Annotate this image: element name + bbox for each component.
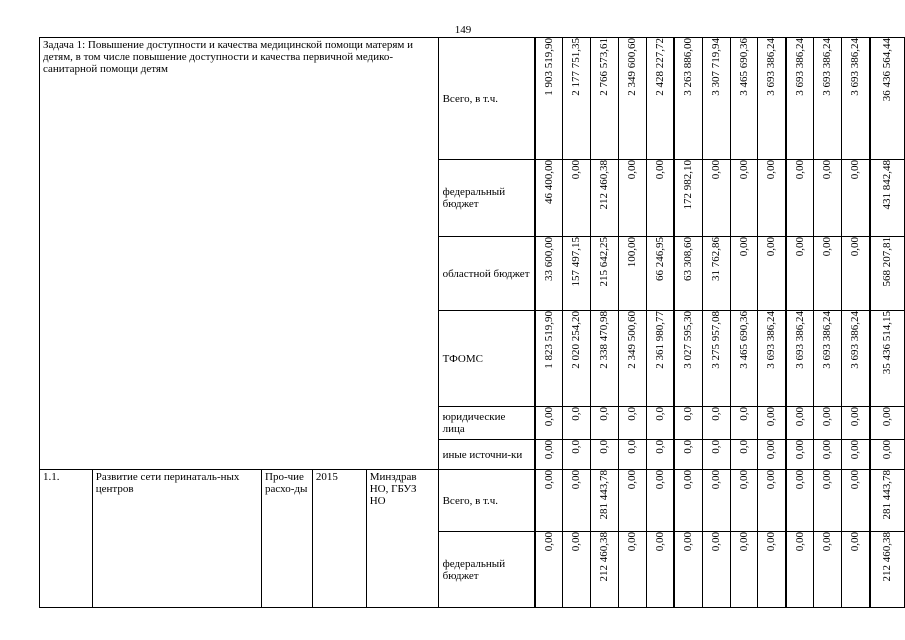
- value-cell: [619, 311, 647, 407]
- value-cell: [535, 237, 563, 311]
- value-text: 0,00: [880, 440, 893, 460]
- funding-source: иные источни-ки: [438, 440, 535, 470]
- value-cell: [758, 311, 786, 407]
- value-text: 0,00: [765, 160, 778, 180]
- value-cell: [842, 237, 870, 311]
- value-text: 0,00: [848, 237, 861, 257]
- value-text: 0,00: [848, 160, 861, 180]
- item-expense-type: Про-чие расхо-ды: [262, 470, 313, 608]
- value-text: 3 275 957,08: [709, 311, 722, 369]
- value-cell: [646, 160, 674, 237]
- value-text: 0,00: [653, 470, 666, 490]
- value-cell: [674, 311, 702, 407]
- value-cell: [674, 160, 702, 237]
- value-text: 0,0: [598, 407, 611, 421]
- value-cell: [786, 440, 814, 470]
- value-text: 2 349 600,60: [625, 38, 638, 96]
- value-text: 0,00: [737, 532, 750, 552]
- value-text: 3 307 719,94: [709, 38, 722, 96]
- item-executor: Минздрав НО, ГБУЗ НО: [366, 470, 438, 608]
- value-text: 0,00: [737, 237, 750, 257]
- value-text: 3 693 386,24: [848, 311, 861, 369]
- value-text: 0,00: [821, 470, 834, 490]
- value-text: 0,00: [709, 532, 722, 552]
- value-text: 0,00: [542, 440, 555, 460]
- value-cell: [563, 38, 591, 160]
- value-text: 3 693 386,24: [793, 311, 806, 369]
- value-text: 3 693 386,24: [765, 311, 778, 369]
- value-text: 0,00: [821, 407, 834, 427]
- value-cell: [758, 160, 786, 237]
- value-text: 100,00: [625, 237, 638, 268]
- value-text: 157 497,15: [570, 237, 583, 287]
- value-text: 281 443,78: [598, 470, 611, 520]
- funding-source: Всего, в т.ч.: [438, 38, 535, 160]
- value-cell: [563, 311, 591, 407]
- value-text: 0,00: [793, 440, 806, 460]
- value-cell: [591, 407, 619, 440]
- value-cell: [870, 311, 905, 407]
- value-cell: [814, 532, 842, 608]
- value-cell: [702, 38, 730, 160]
- value-cell: [730, 237, 758, 311]
- funding-source: областной бюджет: [438, 237, 535, 311]
- value-text: 0,00: [848, 470, 861, 490]
- value-cell: [563, 532, 591, 608]
- value-cell: [702, 440, 730, 470]
- value-cell: [563, 160, 591, 237]
- value-text: 0,0: [709, 440, 722, 454]
- value-text: 568 207,81: [880, 237, 893, 287]
- value-cell: [786, 407, 814, 440]
- value-cell: [758, 440, 786, 470]
- value-text: 2 361 980,77: [653, 311, 666, 369]
- value-cell: [535, 440, 563, 470]
- value-text: 0,00: [570, 532, 583, 552]
- value-text: 0,0: [682, 440, 694, 454]
- value-text: 0,00: [793, 470, 806, 490]
- value-text: 212 460,38: [880, 532, 893, 582]
- value-text: 0,00: [848, 532, 861, 552]
- value-text: 63 308,60: [682, 237, 694, 281]
- value-text: 0,00: [765, 470, 778, 490]
- value-cell: [730, 532, 758, 608]
- value-cell: [619, 407, 647, 440]
- value-cell: [591, 311, 619, 407]
- value-text: 0,00: [542, 470, 555, 490]
- value-text: 0,00: [765, 532, 778, 552]
- value-text: 0,0: [625, 440, 638, 454]
- value-text: 0,0: [737, 440, 750, 454]
- value-cell: [591, 38, 619, 160]
- value-text: 31 762,86: [709, 237, 722, 281]
- value-cell: [563, 440, 591, 470]
- value-text: 0,00: [793, 160, 806, 180]
- funding-source: юридические лица: [438, 407, 535, 440]
- value-text: 0,00: [570, 470, 583, 490]
- value-text: 431 842,48: [880, 160, 893, 210]
- value-cell: [842, 160, 870, 237]
- value-cell: [563, 237, 591, 311]
- value-text: 0,00: [765, 407, 778, 427]
- item-name: Развитие сети перинаталь-ных центров: [92, 470, 261, 608]
- value-cell: [814, 237, 842, 311]
- value-text: 1 903 519,90: [542, 38, 555, 96]
- value-text: 3 263 886,00: [682, 38, 694, 96]
- funding-source: федеральный бюджет: [438, 532, 535, 608]
- value-cell: [786, 311, 814, 407]
- value-text: 2 428 227,72: [653, 38, 666, 96]
- value-cell: [535, 160, 563, 237]
- value-cell: [535, 38, 563, 160]
- table-row: [40, 470, 905, 532]
- value-cell: [591, 532, 619, 608]
- value-cell: [730, 470, 758, 532]
- value-cell: [730, 38, 758, 160]
- value-cell: [814, 160, 842, 237]
- item-number: 1.1.: [40, 470, 93, 608]
- value-cell: [814, 440, 842, 470]
- value-text: 0,00: [793, 532, 806, 552]
- value-cell: [563, 470, 591, 532]
- value-cell: [758, 532, 786, 608]
- value-text: 215 642,25: [598, 237, 611, 287]
- value-text: 0,00: [821, 160, 834, 180]
- value-cell: [674, 237, 702, 311]
- value-cell: [702, 407, 730, 440]
- value-text: 0,00: [848, 440, 861, 460]
- value-cell: [674, 532, 702, 608]
- value-text: 0,00: [653, 532, 666, 552]
- value-cell: [730, 407, 758, 440]
- value-cell: [870, 237, 905, 311]
- value-text: 0,0: [625, 407, 638, 421]
- value-text: 0,00: [821, 237, 834, 257]
- value-text: 0,00: [709, 160, 722, 180]
- value-text: 0,00: [542, 532, 555, 552]
- value-cell: [646, 470, 674, 532]
- value-cell: [674, 470, 702, 532]
- value-text: 3 693 386,24: [848, 38, 861, 96]
- value-text: 0,00: [793, 407, 806, 427]
- value-text: 172 982,10: [682, 160, 694, 210]
- value-cell: [702, 311, 730, 407]
- value-cell: [842, 440, 870, 470]
- value-text: 3 465 690,36: [737, 38, 750, 96]
- value-cell: [842, 407, 870, 440]
- value-cell: [758, 407, 786, 440]
- value-text: 0,00: [682, 532, 694, 552]
- value-text: 3 027 595,30: [682, 311, 694, 369]
- table-body: [40, 38, 905, 608]
- value-text: 0,00: [682, 470, 694, 490]
- value-text: 0,00: [625, 470, 638, 490]
- value-text: 0,0: [653, 407, 666, 421]
- value-cell: [786, 237, 814, 311]
- page-number: 149: [454, 24, 472, 36]
- value-text: 0,00: [880, 407, 893, 427]
- value-cell: [814, 470, 842, 532]
- item-year: 2015: [312, 470, 366, 608]
- budget-table: [39, 37, 905, 608]
- funding-source: ТФОМС: [438, 311, 535, 407]
- value-text: 0,00: [821, 440, 834, 460]
- value-cell: [870, 440, 905, 470]
- value-text: 1 823 519,90: [542, 311, 555, 369]
- value-cell: [535, 407, 563, 440]
- value-cell: [842, 38, 870, 160]
- value-text: 0,0: [709, 407, 722, 421]
- value-cell: [786, 470, 814, 532]
- value-cell: [786, 160, 814, 237]
- value-text: 35 436 514,15: [880, 311, 893, 375]
- value-text: 2 020 254,20: [570, 311, 583, 369]
- value-cell: [535, 532, 563, 608]
- value-text: 3 693 386,24: [765, 38, 778, 96]
- value-cell: [814, 311, 842, 407]
- value-cell: [758, 38, 786, 160]
- value-text: 0,00: [848, 407, 861, 427]
- value-text: 3 693 386,24: [821, 311, 834, 369]
- value-cell: [646, 440, 674, 470]
- value-text: 3 693 386,24: [793, 38, 806, 96]
- value-cell: [591, 470, 619, 532]
- value-text: 36 436 564,44: [880, 38, 893, 102]
- value-cell: [842, 311, 870, 407]
- value-cell: [591, 440, 619, 470]
- value-cell: [563, 407, 591, 440]
- value-text: 0,0: [598, 440, 611, 454]
- value-text: 0,00: [737, 160, 750, 180]
- value-cell: [619, 160, 647, 237]
- value-cell: [702, 470, 730, 532]
- value-text: 0,00: [709, 470, 722, 490]
- value-text: 0,0: [570, 440, 583, 454]
- value-cell: [870, 160, 905, 237]
- value-cell: [842, 532, 870, 608]
- value-text: 212 460,38: [598, 532, 611, 582]
- value-text: 0,00: [765, 440, 778, 460]
- value-cell: [674, 440, 702, 470]
- value-cell: [758, 237, 786, 311]
- value-cell: [870, 407, 905, 440]
- value-cell: [619, 38, 647, 160]
- value-cell: [535, 470, 563, 532]
- value-cell: [870, 470, 905, 532]
- value-cell: [619, 532, 647, 608]
- value-cell: [730, 160, 758, 237]
- value-text: 0,00: [542, 407, 555, 427]
- value-text: 0,00: [653, 160, 666, 180]
- value-cell: [646, 38, 674, 160]
- value-text: 33 600,00: [542, 237, 555, 281]
- table-row: [40, 38, 905, 160]
- value-cell: [591, 237, 619, 311]
- value-text: 0,00: [821, 532, 834, 552]
- funding-source: Всего, в т.ч.: [438, 470, 535, 532]
- value-cell: [730, 440, 758, 470]
- value-cell: [619, 440, 647, 470]
- value-cell: [786, 532, 814, 608]
- value-cell: [674, 38, 702, 160]
- value-cell: [702, 237, 730, 311]
- value-text: 3 693 386,24: [821, 38, 834, 96]
- value-cell: [646, 311, 674, 407]
- value-cell: [758, 470, 786, 532]
- value-cell: [646, 407, 674, 440]
- value-cell: [535, 311, 563, 407]
- value-cell: [591, 160, 619, 237]
- value-cell: [814, 38, 842, 160]
- value-text: 3 465 690,36: [737, 311, 750, 369]
- value-cell: [786, 38, 814, 160]
- value-cell: [674, 407, 702, 440]
- value-text: 46 400,00: [542, 160, 555, 204]
- value-cell: [619, 237, 647, 311]
- value-text: 0,00: [625, 532, 638, 552]
- value-text: 2 338 470,98: [598, 311, 611, 369]
- value-text: 281 443,78: [880, 470, 893, 520]
- value-text: 0,00: [570, 160, 583, 180]
- value-text: 0,00: [737, 470, 750, 490]
- value-text: 2 766 573,61: [598, 38, 611, 96]
- value-cell: [702, 160, 730, 237]
- value-cell: [870, 532, 905, 608]
- value-text: 2 349 500,60: [625, 311, 638, 369]
- value-text: 0,00: [625, 160, 638, 180]
- value-cell: [646, 532, 674, 608]
- value-cell: [842, 470, 870, 532]
- value-text: 0,00: [793, 237, 806, 257]
- value-text: 0,0: [653, 440, 666, 454]
- value-text: 0,0: [570, 407, 583, 421]
- value-cell: [814, 407, 842, 440]
- value-text: 2 177 751,35: [570, 38, 583, 96]
- task-title: Задача 1: Повышение доступности и качества медицинской помощи матерям и детям, в том числе повышение доступности и качества первичной медико-санитарной помощи детям: [40, 38, 439, 470]
- value-text: 0,0: [682, 407, 694, 421]
- funding-source: федеральный бюджет: [438, 160, 535, 237]
- value-text: 66 246,95: [653, 237, 666, 281]
- value-text: 0,00: [765, 237, 778, 257]
- value-cell: [646, 237, 674, 311]
- value-cell: [619, 470, 647, 532]
- value-text: 0,0: [737, 407, 750, 421]
- value-cell: [702, 532, 730, 608]
- value-cell: [730, 311, 758, 407]
- value-cell: [870, 38, 905, 160]
- value-text: 212 460,38: [598, 160, 611, 210]
